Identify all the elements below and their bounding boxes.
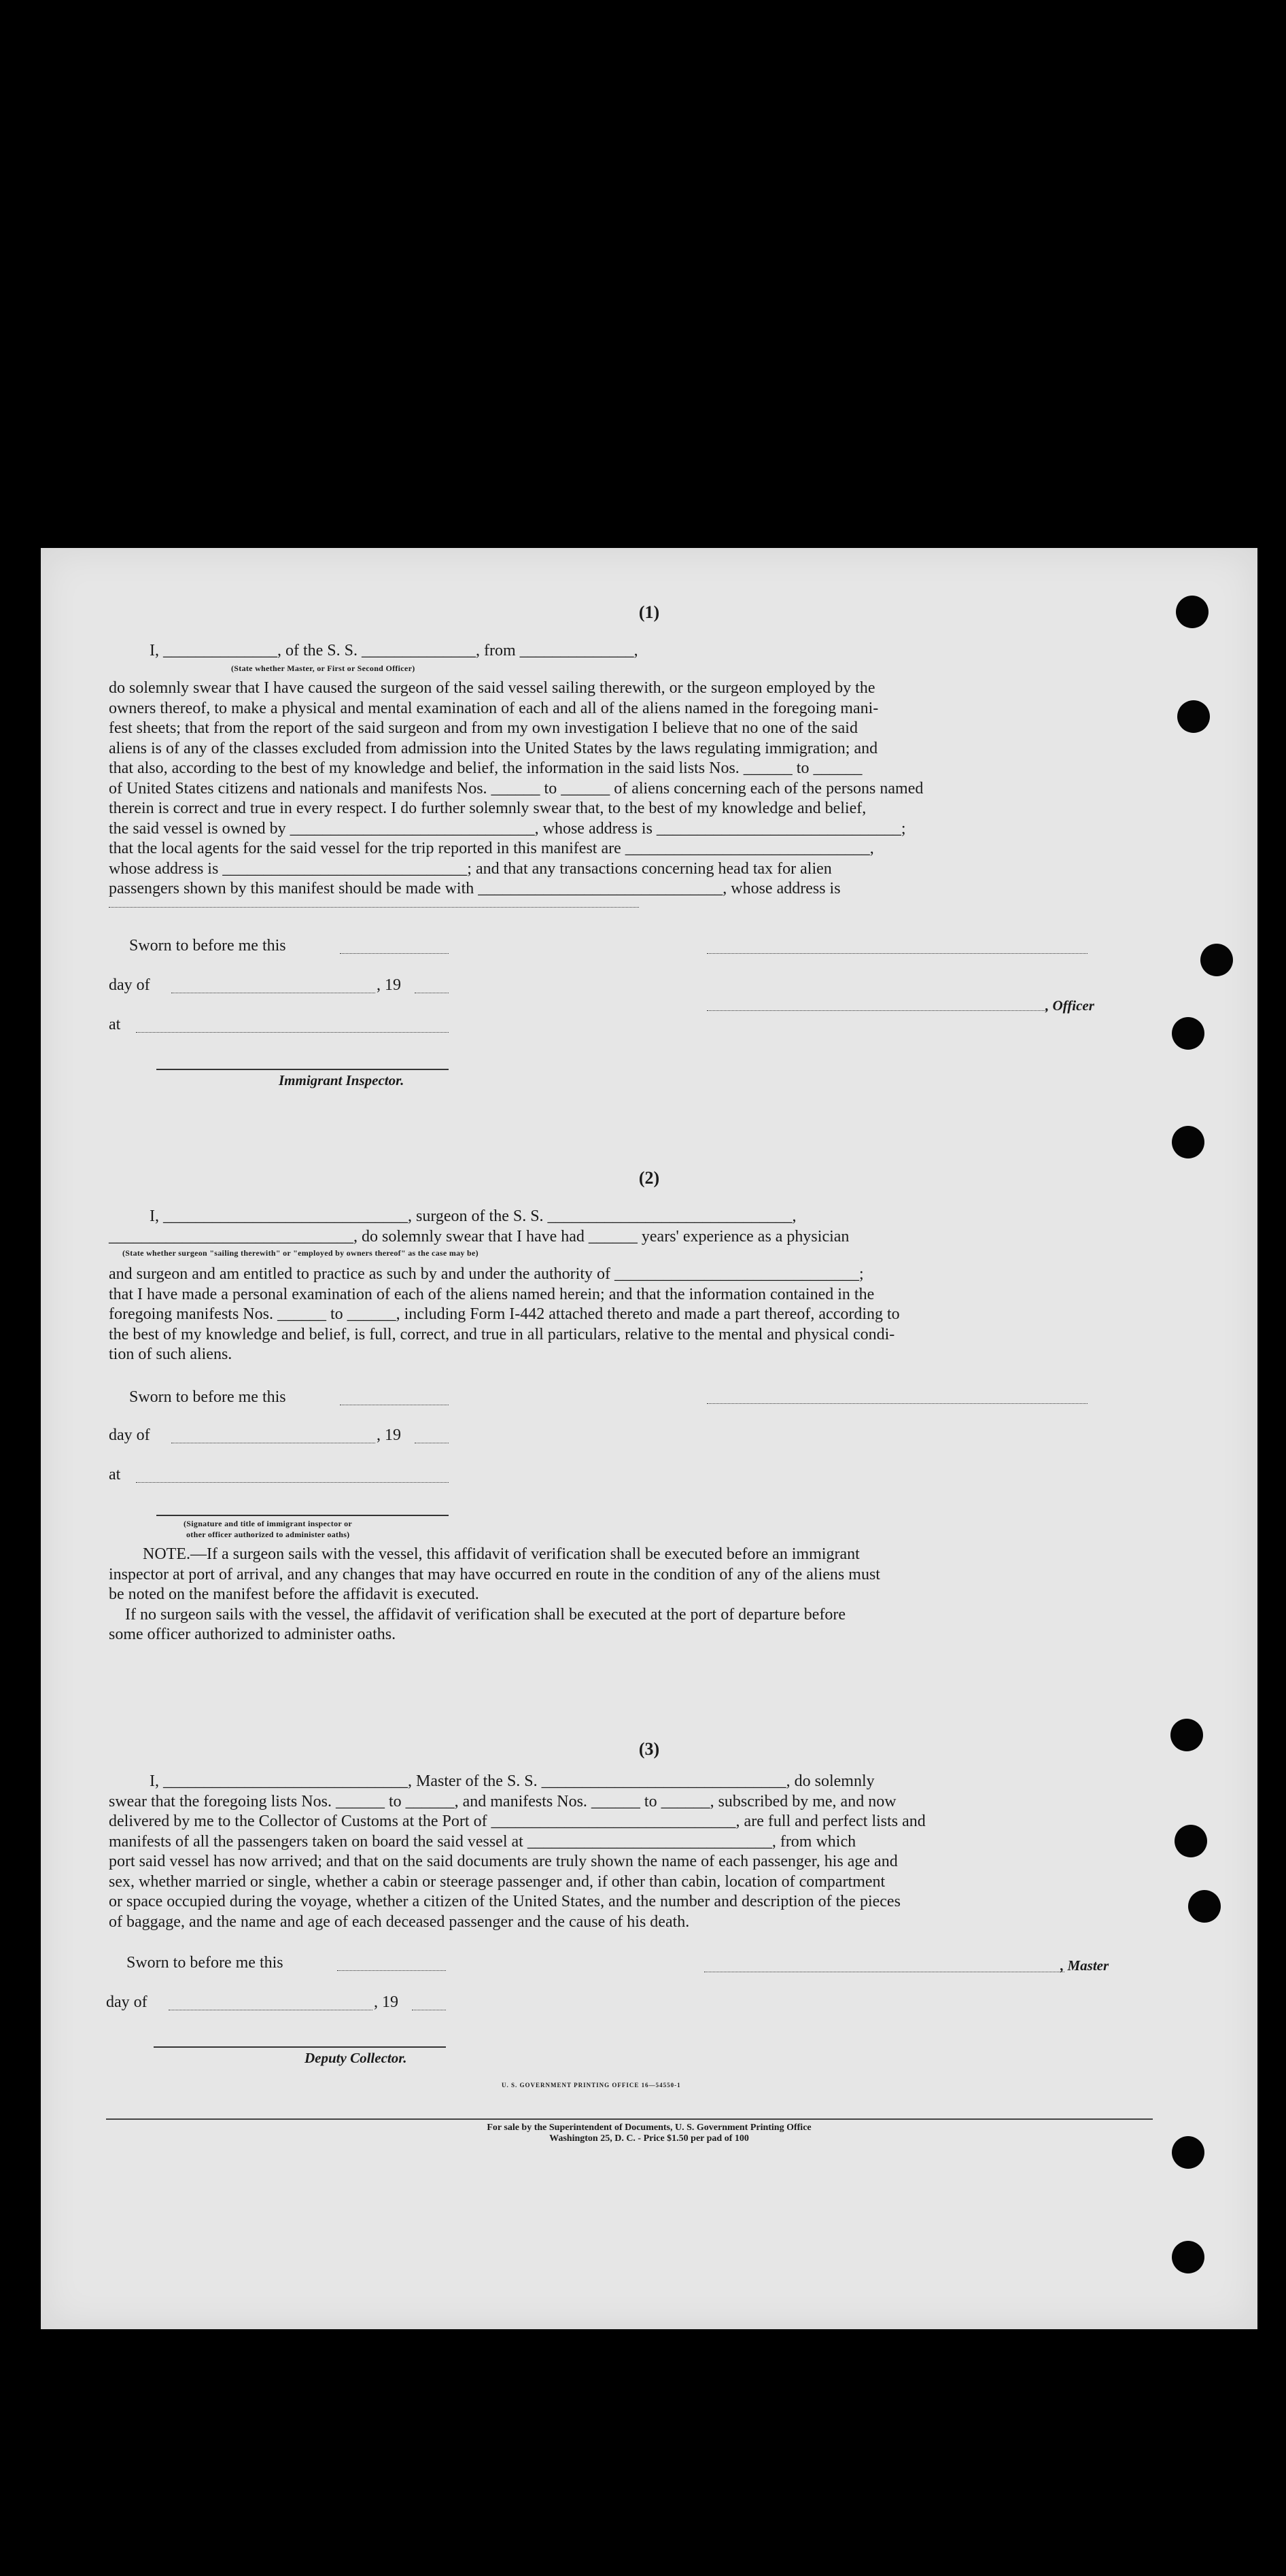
para-line: and surgeon and am entitled to practice as such by and under the authority of ______________________________; — [109, 1265, 864, 1283]
binder-hole — [1172, 1126, 1204, 1158]
signature-caption: other officer authorized to administer oaths) — [186, 1530, 350, 1539]
section-3-number: (3) — [638, 1739, 660, 1759]
section-1-opening: I, ______________, of the S. S. ______________, from ______________, — [150, 642, 638, 659]
footer-line-1: For sale by the Superintendent of Documents, U. S. Government Printing Office — [487, 2123, 812, 2133]
note-line: some officer authorized to administer oaths. — [109, 1626, 396, 1643]
para-line: do solemnly swear that I have caused the surgeon of the said vessel sailing therewith, or the surgeon employed by the — [109, 679, 875, 697]
binder-hole — [1200, 944, 1233, 976]
blank-line — [109, 907, 639, 908]
section-2-caption: (State whether surgeon "sailing therewith" or "employed by owners thereof" as the case may be) — [122, 1248, 479, 1258]
section-3-paragraph — [109, 1772, 1135, 1932]
binder-hole — [1172, 2241, 1204, 2273]
gpo-imprint: U. S. GOVERNMENT PRINTING OFFICE 16—54550-1 — [502, 2082, 681, 2089]
para-line: fest sheets; that from the report of the said surgeon and from my own investigation I believe that no one of the said — [109, 719, 858, 737]
para-line: the said vessel is owned by ______________________________, whose address is ______________________________; — [109, 819, 906, 838]
para-line: of United States citizens and nationals and manifests Nos. ______ to ______ of aliens concerning each of the persons named — [109, 779, 924, 797]
para-line: delivered by me to the Collector of Customs at the Port of ______________________________, are full and perfect lists and — [109, 1813, 926, 1830]
para-line: owners thereof, to make a physical and mental examination of each and all of the aliens named in the foregoing mani- — [109, 699, 879, 717]
sworn-blank — [340, 953, 449, 954]
footer-rule — [106, 2118, 1153, 2120]
para-line: that also, according to the best of my knowledge and belief, the information in the said lists Nos. ______ to ______ — [109, 759, 863, 777]
sworn-label: Sworn to before me this — [129, 937, 286, 955]
note-line: be noted on the manifest before the affidavit is executed. — [109, 1585, 479, 1603]
section-2-paragraph — [109, 1265, 1135, 1365]
sworn-blank — [337, 1970, 446, 1971]
section-2-line2: ______________________________, do solemnly swear that I have had ______ years' experience as a physician — [109, 1228, 850, 1246]
day-of-label: day of — [106, 1993, 147, 2011]
day-of-label: day of — [109, 976, 150, 994]
sworn-label: Sworn to before me this — [129, 1388, 286, 1406]
signature-caption: (Signature and title of immigrant inspector or — [184, 1519, 353, 1528]
para-line: therein is correct and true in every respect. I do further solemnly swear that, to the best of my knowledge and belief, — [109, 800, 867, 817]
para-line: of baggage, and the name and age of each deceased passenger and the cause of his death. — [109, 1912, 690, 1931]
para-line: I, ______________________________, Master of the S. S. ______________________________, do solemnly — [150, 1772, 875, 1790]
binder-hole — [1175, 1825, 1207, 1857]
para-line: the best of my knowledge and belief, is full, correct, and true in all particulars, relative to the mental and physical condi- — [109, 1325, 895, 1343]
note-line: inspector at port of arrival, and any changes that may have occurred en route in the condition of any of the aliens must — [109, 1565, 880, 1583]
para-line: or space occupied during the voyage, whether a citizen of the United States, and the number and description of the pieces — [109, 1893, 901, 1910]
para-line: manifests of all the passengers taken on board the said vessel at ______________________________, from which — [109, 1832, 856, 1851]
collector-label: Deputy Collector. — [305, 2050, 407, 2066]
para-line: passengers shown by this manifest should be made with ______________________________, whose address is — [109, 880, 841, 897]
binder-hole — [1177, 700, 1210, 733]
footer-line-2: Washington 25, D. C. - Price $1.50 per pad of 100 — [549, 2133, 749, 2144]
officer-signature-line — [156, 1515, 449, 1516]
year-label: , 19 — [377, 976, 401, 994]
para-line: that the local agents for the said vessel for the trip reported in this manifest are ______________________________, — [109, 840, 874, 857]
para-line: tion of such aliens. — [109, 1345, 232, 1363]
binder-hole — [1188, 1890, 1221, 1923]
para-line: foregoing manifests Nos. ______ to ______, including Form I-442 attached thereto and made a part thereof, according to — [109, 1305, 900, 1323]
para-line: swear that the foregoing lists Nos. ______ to ______, and manifests Nos. ______ to ______, subscribed by me, and now — [109, 1792, 897, 1810]
note-line: NOTE.—If a surgeon sails with the vessel, this affidavit of verification shall be executed before an immigrant — [143, 1545, 860, 1563]
at-blank — [136, 1032, 449, 1033]
para-line: aliens is of any of the classes excluded from admission into the United States by the laws regulating immigration; and — [109, 739, 878, 757]
para-line: port said vessel has now arrived; and that on the said documents are truly shown the name of each passenger, his age and — [109, 1853, 898, 1870]
section-1-caption: (State whether Master, or First or Second Officer) — [231, 664, 415, 673]
para-line: whose address is ______________________________; and that any transactions concerning head tax for alien — [109, 859, 832, 878]
section-1-number: (1) — [638, 602, 660, 622]
surgeon-signature-line — [707, 1403, 1088, 1404]
officer-line — [707, 1010, 1047, 1011]
officer-signature-line — [707, 953, 1088, 954]
section-2-number: (2) — [638, 1168, 660, 1188]
at-label: at — [109, 1466, 121, 1483]
note-paragraph — [109, 1545, 1135, 1645]
sworn-label: Sworn to before me this — [126, 1954, 283, 1972]
document-page — [41, 548, 1257, 2329]
note-line: If no surgeon sails with the vessel, the affidavit of verification shall be executed at the port of departure before — [125, 1605, 846, 1624]
year-label: , 19 — [377, 1426, 401, 1444]
binder-hole — [1172, 1017, 1204, 1050]
at-blank — [136, 1482, 449, 1483]
section-2-opening: I, ______________________________, surgeon of the S. S. ______________________________, — [150, 1207, 797, 1225]
officer-label: , Officer — [1045, 997, 1094, 1014]
year-label: , 19 — [374, 1993, 398, 2011]
master-label: , Master — [1060, 1957, 1109, 1974]
para-line: that I have made a personal examination of each of the aliens named herein; and that the information contained in the — [109, 1285, 875, 1303]
section-1-paragraph — [109, 679, 1135, 899]
para-line: sex, whether married or single, whether a cabin or steerage passenger and, if other than cabin, location of compartment — [109, 1872, 886, 1891]
inspector-label: Immigrant Inspector. — [279, 1072, 404, 1088]
at-label: at — [109, 1016, 121, 1033]
day-of-label: day of — [109, 1426, 150, 1444]
